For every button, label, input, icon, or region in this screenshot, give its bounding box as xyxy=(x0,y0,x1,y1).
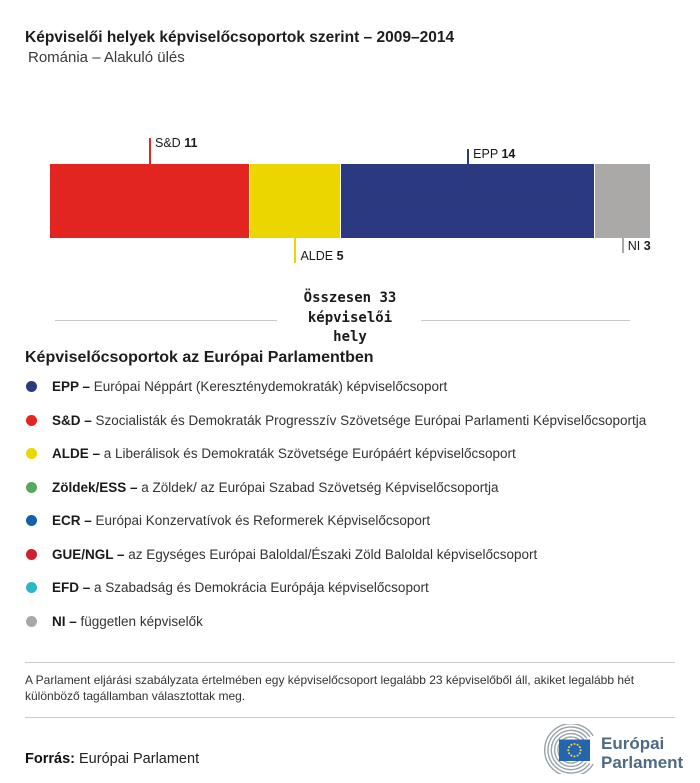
group-color-dot xyxy=(26,415,37,426)
group-color-dot xyxy=(26,616,37,627)
legend-item-zldekess xyxy=(26,479,646,496)
source-label: Forrás: xyxy=(25,751,75,767)
eu-flag-icon xyxy=(559,740,590,762)
legend-item-label: S&D – Szocialisták és Demokraták Progresszív Szövetsége Európai Parlamenti Képviselőcsoportja xyxy=(52,412,647,428)
footnote-divider-top xyxy=(25,662,675,663)
legend-item-label: Zöldek/ESS – a Zöldek/ az Európai Szabad Szövetség Képviselőcsoportja xyxy=(52,479,499,495)
group-color-dot xyxy=(26,582,37,593)
logo-text-line1: Európai xyxy=(601,734,665,753)
group-color-dot xyxy=(26,381,37,392)
source-line xyxy=(25,751,199,767)
legend-item-epp xyxy=(26,378,646,395)
page-subtitle: Románia – Alakuló ülés xyxy=(28,49,185,66)
legend-item-label: EPP – Európai Néppárt (Kereszténydemokraták) képviselőcsoport xyxy=(52,379,448,394)
group-color-dot xyxy=(26,448,37,459)
legend-item-label: GUE/NGL – az Egységes Európai Baloldal/Északi Zöld Baloldal képviselőcsoport xyxy=(52,546,538,562)
callout-label-epp: EPP 14 xyxy=(473,147,516,161)
callout-tick-alde xyxy=(294,238,296,263)
callout-label-ni: NI 3 xyxy=(627,239,651,253)
callout-tick-sd xyxy=(149,138,151,164)
legend-heading: Képviselőcsoportok az Európai Parlamentben xyxy=(25,349,374,367)
callout-label-sd: S&D 11 xyxy=(155,136,198,150)
page-title: Képviselői helyek képviselőcsoportok szerint – 2009–2014 xyxy=(25,29,455,47)
source-value: Európai Parlament xyxy=(79,751,200,767)
footnote-divider-bottom xyxy=(25,717,675,718)
callout-label-alde: ALDE 5 xyxy=(300,249,344,263)
legend-item-label: EFD – a Szabadság és Demokrácia Európája képviselőcsoport xyxy=(52,580,429,595)
bar-segment-ni xyxy=(595,164,650,238)
legend-item-efd xyxy=(26,579,646,596)
legend-item-label: ALDE – a Liberálisok és Demokraták Szövetsége Európáért képviselőcsoport xyxy=(52,446,516,461)
legend-list xyxy=(26,378,646,646)
legend-item-label: NI – független képviselők xyxy=(52,613,203,629)
group-color-dot xyxy=(26,515,37,526)
total-divider-line-right xyxy=(421,320,630,321)
callout-tick-ni xyxy=(622,238,624,253)
legend-item-guengl xyxy=(26,546,646,563)
legend-item-alde xyxy=(26,445,646,462)
legend-item-sd xyxy=(26,412,646,429)
legend-item-ni xyxy=(26,613,646,630)
bar-segment-sd xyxy=(50,164,250,238)
bar-segment-alde xyxy=(250,164,341,238)
bar-segment-epp xyxy=(341,164,596,238)
legend-item-label: ECR – Európai Konzervatívok és Reformerek Képviselőcsoport xyxy=(52,513,431,528)
european-parliament-logo xyxy=(530,724,700,774)
legend-item-ecr xyxy=(26,512,646,529)
group-color-dot xyxy=(26,482,37,493)
callout-tick-epp xyxy=(467,149,469,164)
total-divider-line-left xyxy=(55,320,277,321)
total-seats-label: Összesen 33 képviselői hely xyxy=(303,290,397,345)
logo-text-line2: Parlament xyxy=(601,753,684,772)
footnote: A Parlament eljárási szabályzata értelmében egy képviselőcsoport legalább 23 képviselőből áll, akiket legalább hét különböző tagállamban választottak meg. xyxy=(25,673,635,703)
group-color-dot xyxy=(26,549,37,560)
seats-stacked-bar xyxy=(50,164,650,238)
